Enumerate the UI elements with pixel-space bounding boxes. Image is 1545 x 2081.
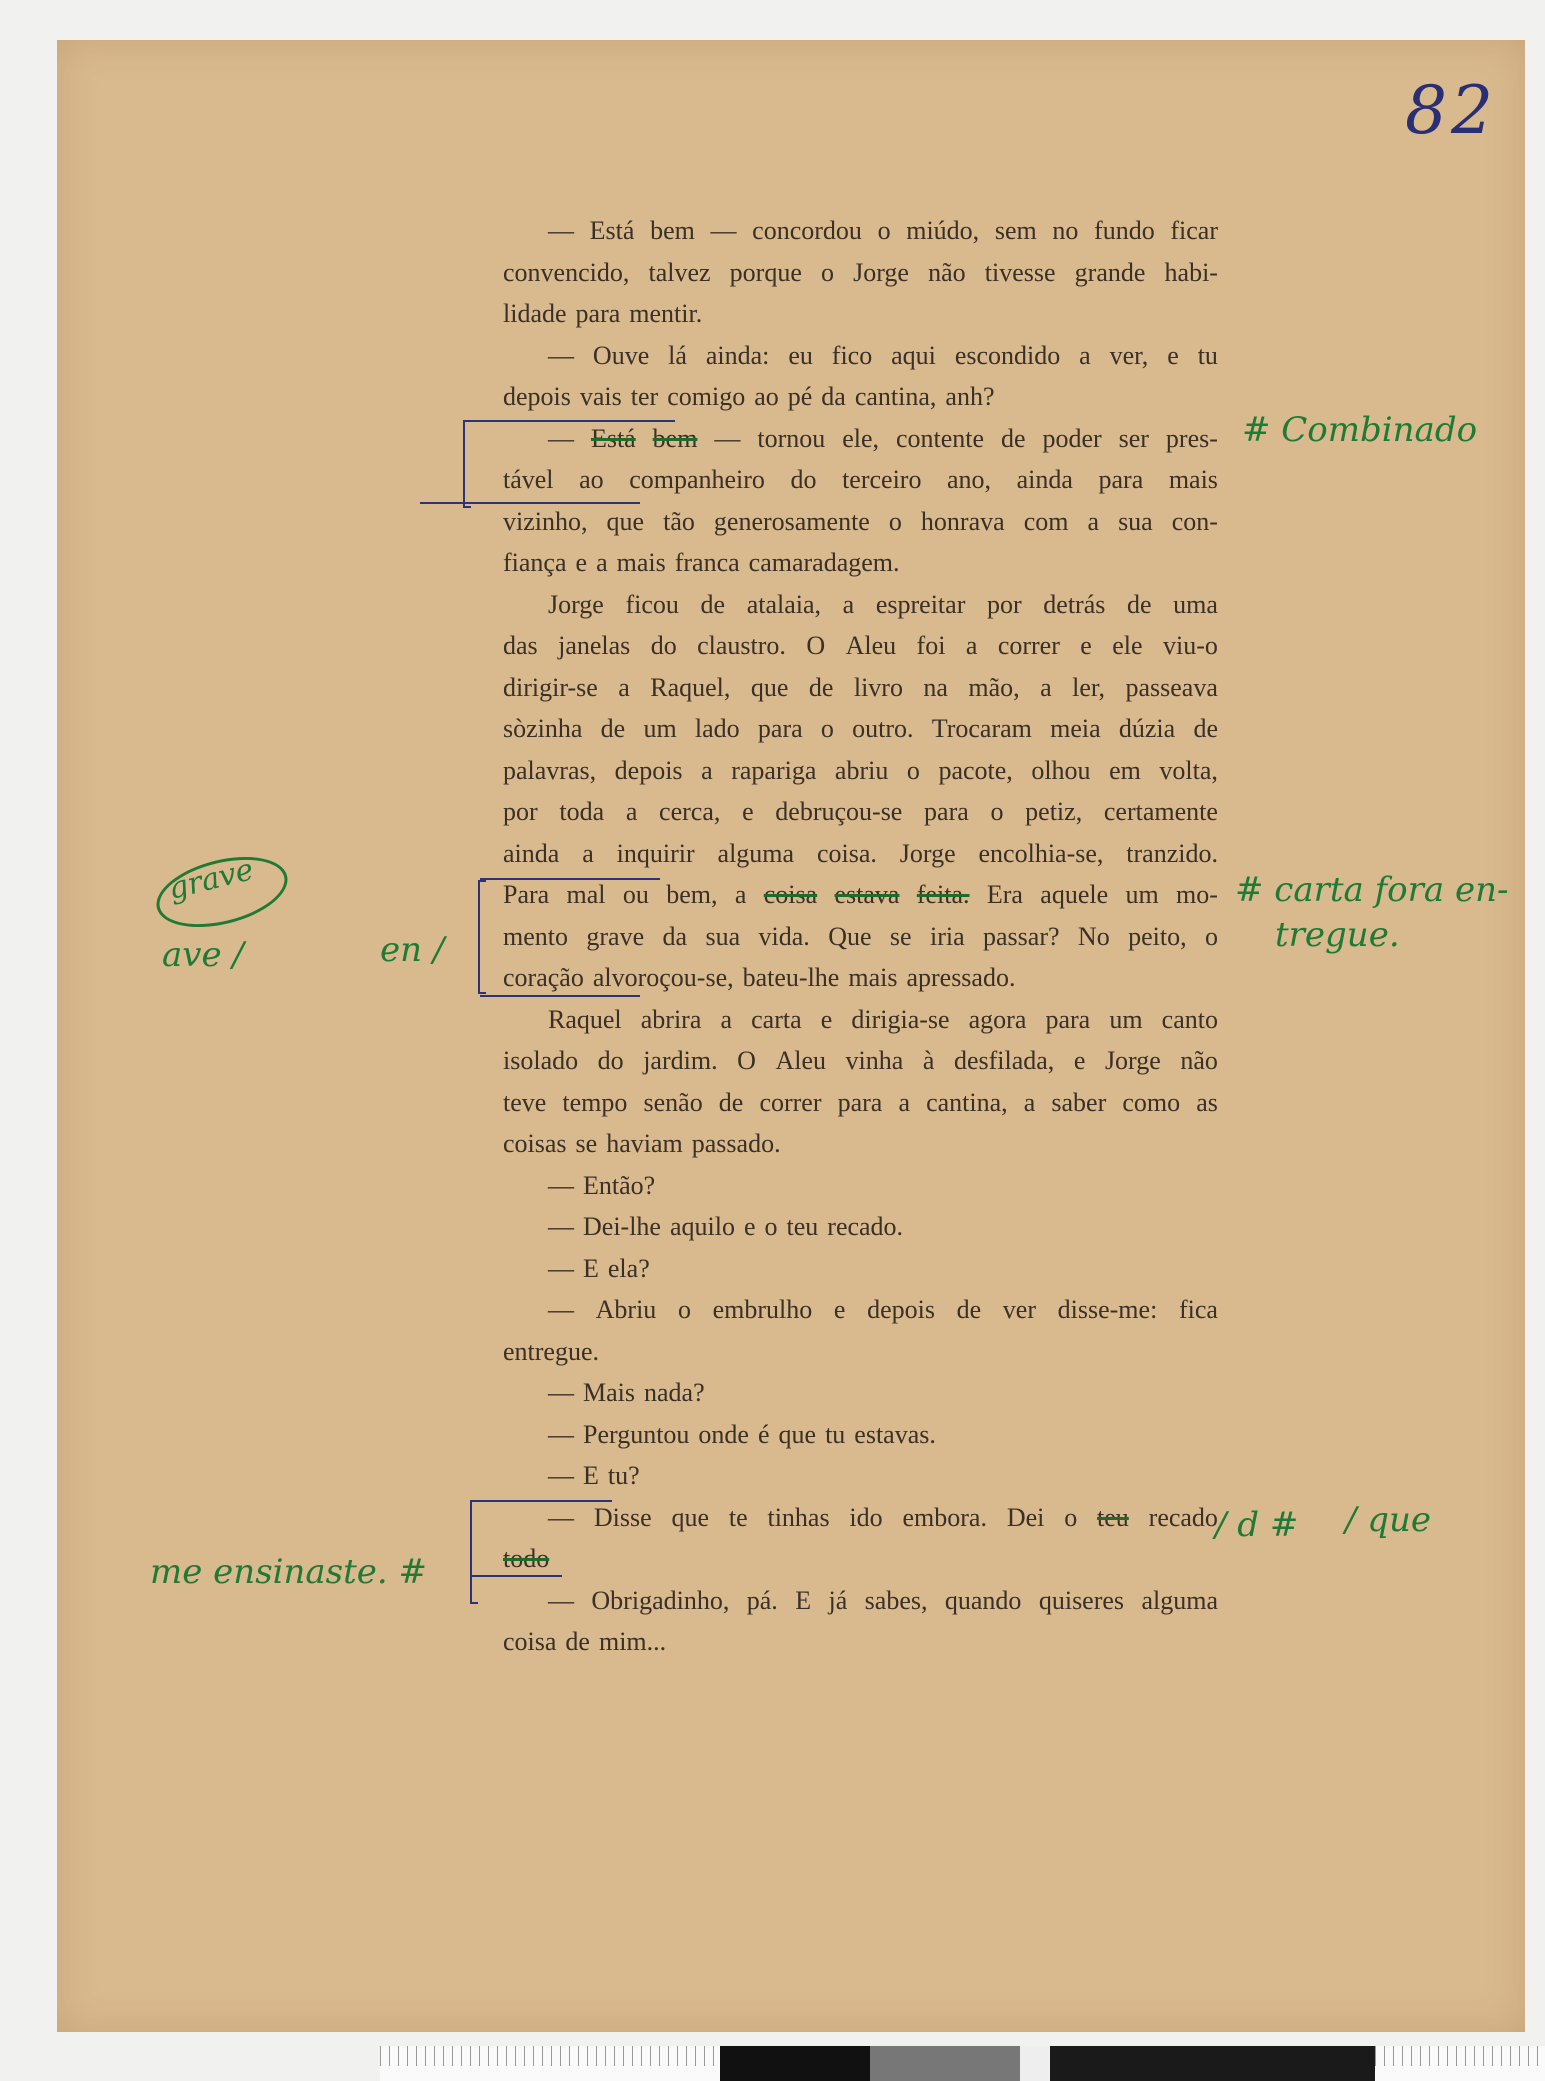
margin-note-me-ensinaste: me ensinaste. # [150, 1552, 428, 1592]
text-line: — Obrigadinho, pá. E já sabes, quando quiseres alguma [548, 1585, 1218, 1615]
margin-note-carta-line1: # carta fora en- [1235, 870, 1509, 910]
text-line: — Disse que te tinhas ido embora. Dei o teu recado [548, 1502, 1218, 1532]
margin-note-que: / que [1345, 1500, 1432, 1540]
text-line: coisas se haviam passado. [503, 1129, 781, 1158]
edit-bracket-3 [470, 1500, 478, 1604]
ruler-gray-patch [870, 2046, 1020, 2081]
margin-note-grave: grave [165, 852, 258, 907]
text-line: convencido, talvez porque o Jorge não tivesse grande habi- [503, 257, 1218, 287]
text-line: Jorge ficou de atalaia, a espreitar por detrás de uma [548, 589, 1218, 619]
bracket-3-bottom-line [472, 1575, 562, 1577]
edit-bracket-2 [478, 880, 486, 994]
ruler-black-patch [720, 2046, 870, 2081]
text-line: isolado do jardim. O Aleu vinha à desfilada, e Jorge não [503, 1046, 1218, 1075]
margin-note-dh: / d # [1215, 1505, 1299, 1545]
bracket-2-bottom-line [480, 995, 640, 997]
text-line: — E ela? [548, 1253, 650, 1283]
text-line: das janelas do claustro. O Aleu foi a correr e ele viu-o [503, 631, 1218, 660]
text-line: coisa de mim... [503, 1627, 667, 1656]
text-line: tável ao companheiro do terceiro ano, ainda para mais [503, 465, 1218, 494]
text-line: depois vais ter comigo ao pé da cantina, anh? [503, 382, 995, 411]
text-line: coração alvoroçou-se, bateu-lhe mais apressado. [503, 963, 1016, 992]
margin-note-ave: ave / [162, 935, 244, 975]
page-number: 82 [1405, 72, 1497, 149]
text-line: lidade para mentir. [503, 299, 703, 328]
text-line: — E tu? [548, 1461, 640, 1490]
bracket-1-bottom-line [420, 502, 640, 504]
ruler-white-patch [1020, 2046, 1050, 2081]
text-line: — Está bem — concordou o miúdo, sem no fundo ficar [548, 216, 1218, 245]
bracket-2-top-line [480, 878, 660, 880]
ruler-ticks-left [380, 2046, 720, 2066]
text-line: — Dei-lhe aquilo e o teu recado. [548, 1212, 904, 1241]
text-line: sòzinha de um lado para o outro. Trocaram meia dúzia de [503, 714, 1218, 743]
text-line: — Mais nada? [548, 1378, 705, 1407]
text-line: — Então? [548, 1170, 656, 1200]
text-line: — Abriu o embrulho e depois de ver disse-me: fica [548, 1295, 1218, 1324]
text-line: palavras, depois a rapariga abriu o pacote, olhou em volta, [503, 755, 1218, 785]
ruler-ticks-right [1375, 2046, 1545, 2066]
text-line: ainda a inquirir alguma coisa. Jorge encolhia-se, tranzido. [503, 838, 1218, 868]
bracket-3-top-line [472, 1500, 612, 1502]
text-line: entregue. [503, 1336, 600, 1366]
bracket-1-top-line [465, 420, 675, 422]
text-line: vizinho, que tão generosamente o honrava com a sua con- [503, 506, 1218, 536]
margin-note-carta-line2: tregue. [1275, 915, 1400, 955]
text-line: teve tempo senão de correr para a cantina, a saber como as [503, 1087, 1218, 1117]
text-line: fiança e a mais franca camaradagem. [503, 548, 900, 577]
text-line: mento grave da sua vida. Que se iria passar? No peito, o [503, 921, 1218, 951]
typed-text-block [503, 210, 1218, 1663]
text-line: — Perguntou onde é que tu estavas. [548, 1419, 936, 1449]
margin-note-en: en / [380, 930, 445, 970]
text-line: Raquel abrira a carta e dirigia-se agora para um canto [548, 1004, 1218, 1034]
text-line: Para mal ou bem, a coisa estava feita. Era aquele um mo- [503, 880, 1218, 909]
text-line: todo [503, 1544, 550, 1573]
text-line: — Ouve lá ainda: eu fico aqui escondido a ver, e tu [548, 340, 1218, 370]
margin-note-combinado: # Combinado [1242, 410, 1478, 450]
ruler-black-patch-2 [1050, 2046, 1375, 2081]
text-line: dirigir-se a Raquel, que de livro na mão, a ler, passeava [503, 672, 1218, 702]
text-line: — Está bem — tornou ele, contente de poder ser pres- [548, 423, 1218, 453]
color-calibration-ruler [380, 2046, 1545, 2081]
edit-bracket-1 [463, 420, 471, 508]
text-line: por toda a cerca, e debruçou-se para o petiz, certamente [503, 797, 1218, 826]
